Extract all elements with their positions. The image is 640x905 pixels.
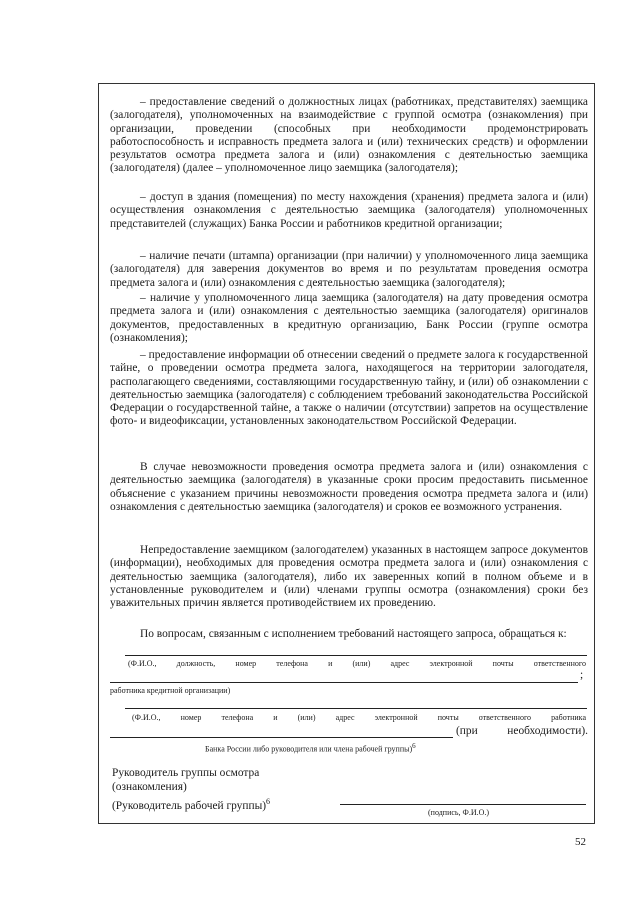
signature-title-line-1: Руководитель группы осмотра [112,767,260,779]
page-number: 52 [575,836,586,848]
contact-hint-2: (Ф.И.О., номер телефона и (или) адрес электронной почты ответственного работника [132,713,586,722]
paragraph-non-provision: Непредоставление заемщиком (залогодателем) указанных в настоящем запросе документов (информации), необходимых для проведения осмотра предмета залога и (или) ознакомления с деятельностью заемщика (залогодателя), либо их заверенных копий в полном объеме и в установленные руководителем и (или) членами группы осмотра (ознакомления) сроки без уважительных причин является противодействием их проведению. [110,544,588,610]
contact-line-2 [110,682,578,683]
signature-caption: (подпись, Ф.И.О.) [428,808,490,817]
contact-line-3 [125,708,587,709]
paragraph-stamp: – наличие печати (штампа) организации (при наличии) у уполномоченного лица заемщика (залогодателя) для заверения документов во время и по результатам проведения осмотра предмета залога и (или) ознакомления с деятельностью заемщика (залогодателя); [110,250,588,289]
contact-when-needed: (при необходимости). [456,725,588,737]
contact-hint-2b: Банка России либо руководителя или члена рабочей группы)$^6$ [205,742,416,754]
signature-line [340,804,586,805]
contact-hint-1: (Ф.И.О., должность, номер телефона и (или) адрес электронной почты ответственного [128,659,586,668]
contact-hint-1b: работника кредитной организации) [110,686,231,695]
paragraph-contact-request: По вопросам, связанным с исполнением требований настоящего запроса, обращаться к: [140,628,567,640]
contact-line-4 [110,737,453,738]
paragraph-building-access: – доступ в здания (помещения) по месту нахождения (хранения) предмета залога и (или) осуществления ознакомления с деятельностью заемщика (залогодателя) уполномоченных представителей (служащих) Банка России и работников кредитной организации; [110,191,588,230]
footnote-mark: 6 [412,742,416,750]
paragraph-impossibility: В случае невозможности проведения осмотра предмета залога и (или) ознакомления с деятельностью заемщика (залогодателя) в указанные сроки просим предоставить письменное объяснение с указанием причины невозможности проведения осмотра предмета залога и (или) ознакомления с деятельностью заемщика (залогодателя) и сроков ее возможного устранения. [110,461,588,513]
signature-title-line-2: (ознакомления) [112,781,187,793]
contact-semicolon: ; [580,669,584,681]
signature-title-line-3: (Руководитель рабочей группы)$^6$ [112,797,271,812]
paragraph-state-secret: – предоставление информации об отнесении сведений о предмете залога к государственной тайне, о проведении осмотра предмета залога, находящегося на территории залогодателя, располагающего сведениями, составляющими государственную тайну, и (или) об ознакомлении с деятельностью заемщика (залогодателя) с соблюдением требований законодательства Российской Федерации о государственной тайне, а также о наличии (отсутствии) запретов на осуществление фото- и видеофиксации, установленных законодательством Российской Федерации. [110,349,588,428]
paragraph-originals: – наличие у уполномоченного лица заемщика (залогодателя) на дату проведения осмотра предмета залога и (или) ознакомления с деятельностью заемщика (залогодателя) оригиналов документов, предоставленных в кредитную организацию, Банк России (группе осмотра (ознакомления); [110,292,588,344]
paragraph-contact-persons: – предоставление сведений о должностных лицах (работниках, представителях) заемщика (залогодателя), уполномоченных на взаимодействие с группой осмотра (ознакомления) при организации, проведении (способных при необходимости продемонстрировать работоспособность и исправность предмета залога и (или) технических средств) и оформлении результатов осмотра предмета залога и (или) ознакомления с деятельностью заемщика (залогодателя) (далее – уполномоченное лицо заемщика (залогодателя); [110,96,588,175]
footnote-mark: 6 [266,797,271,806]
contact-line-1 [125,655,587,656]
